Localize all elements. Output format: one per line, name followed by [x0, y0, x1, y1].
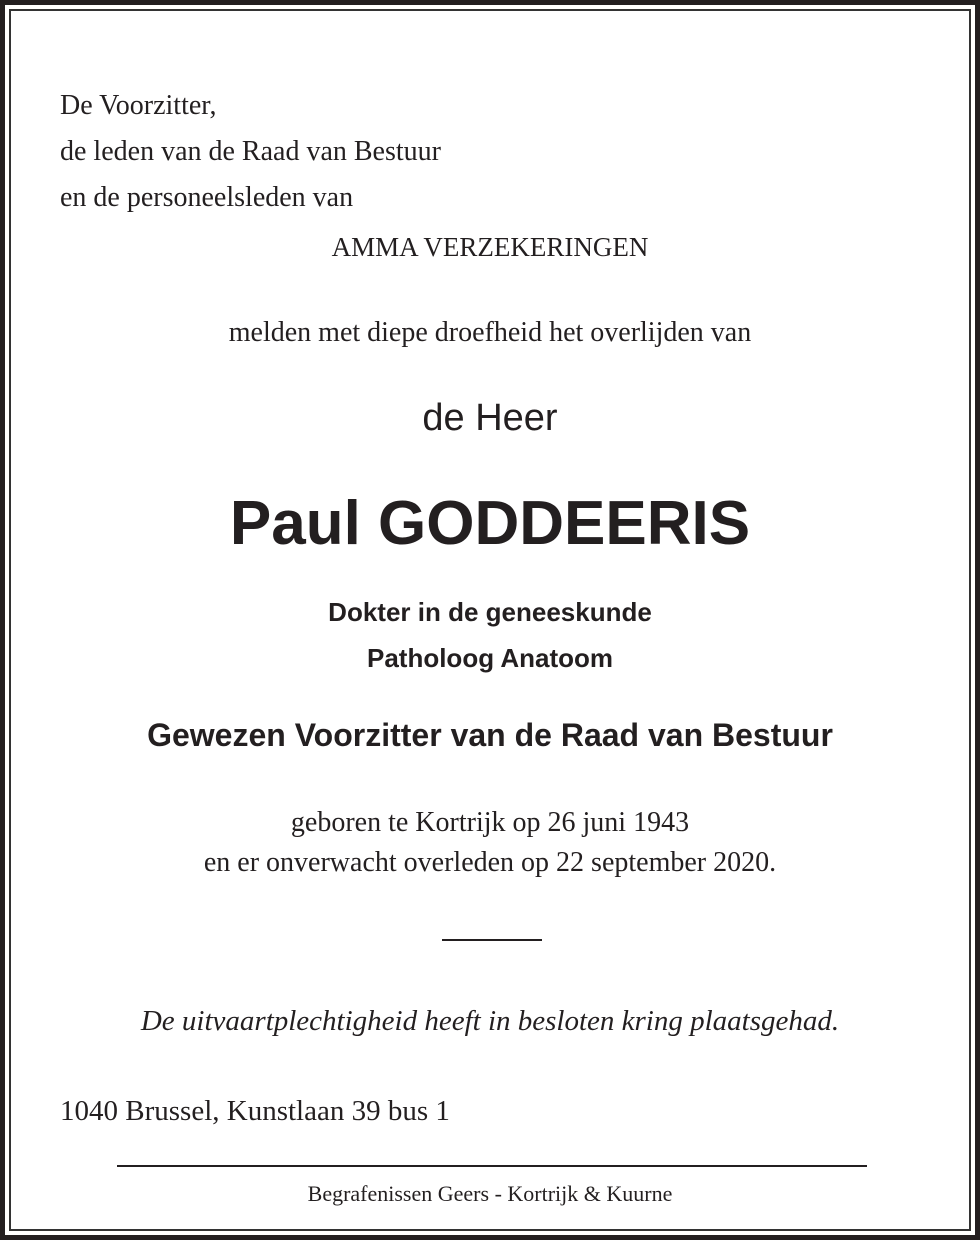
funeral-home: Begrafenissen Geers - Kortrijk & Kuurne	[307, 1181, 673, 1206]
address: 1040 Brussel, Kunstlaan 39 bus 1	[60, 1095, 450, 1127]
death-line: en er onverwacht overleden op 22 september 2020.	[203, 847, 777, 878]
intro-block	[60, 83, 441, 221]
announcement: melden met diepe droefheid het overlijden van	[228, 317, 752, 348]
separator	[442, 939, 542, 941]
company-name: AMMA VERZEKERINGEN	[331, 232, 649, 262]
title: de Heer	[422, 397, 558, 439]
role-line: Dokter in de geneeskunde	[328, 597, 652, 627]
funeral-note: De uitvaartplechtigheid heeft in besloten kring plaatsgehad.	[140, 1005, 840, 1037]
deceased-name: Paul GODDEERIS	[229, 489, 751, 558]
intro-line: De Voorzitter,	[60, 90, 217, 121]
role-line: Patholoog Anatoom	[366, 643, 613, 673]
intro-line: en de personeelsleden van	[60, 182, 354, 213]
footer-rule	[117, 1165, 867, 1167]
birth-line: geboren te Kortrijk op 26 juni 1943	[290, 807, 690, 838]
former-role: Gewezen Voorzitter van de Raad van Bestuur	[147, 717, 833, 753]
obituary-notice	[5, 5, 975, 1235]
intro-line: de leden van de Raad van Bestuur	[60, 136, 441, 167]
